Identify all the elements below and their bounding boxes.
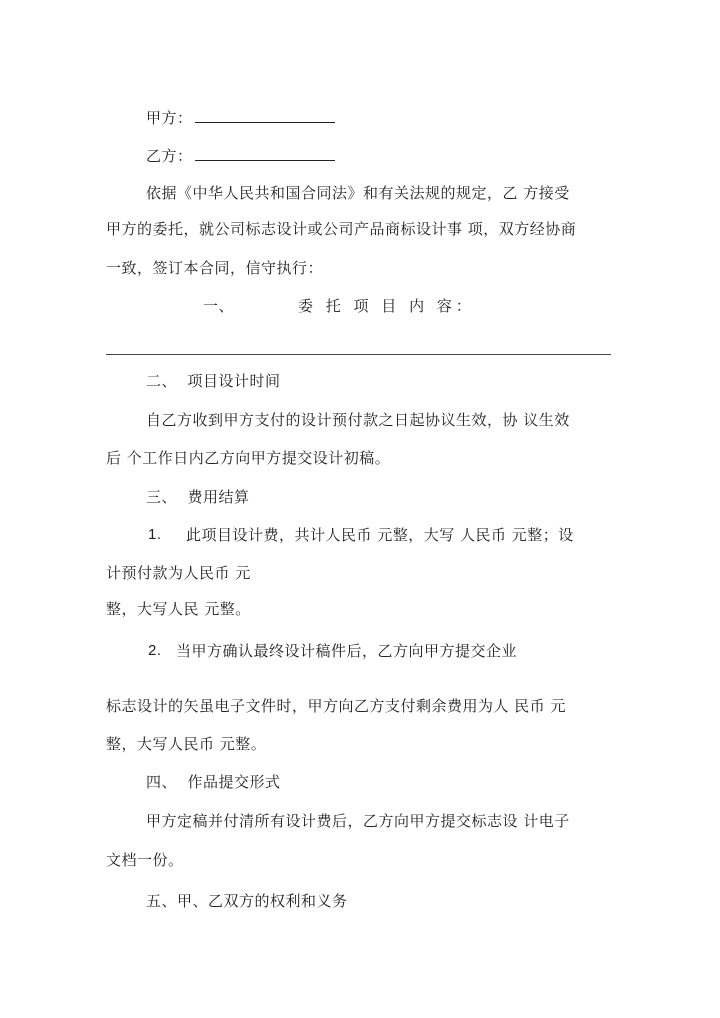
party-b-label: 乙方： (146, 147, 193, 165)
section-2-line-2: 后 个工作日内乙方向甲方提交设计初稿。 (106, 449, 391, 467)
intro-line-3: 一致，签订本合同，信守执行： (106, 259, 324, 277)
item-1-line-2: 计预付款为人民币 元 (106, 564, 251, 582)
item-2-line-3: 整，大写人民币 元整。 (106, 735, 267, 753)
section-divider (106, 354, 611, 355)
party-a-blank (195, 108, 335, 123)
section-4-heading: 四、 作品提交形式 (146, 773, 281, 791)
item-1-line-1: 此项目设计费，共计人民币 元整，大写 人民币 元整；设 (186, 526, 574, 544)
party-b-line (146, 145, 335, 167)
item-2-number: 2. (148, 642, 162, 659)
section-3-heading: 三、 费用结算 (146, 488, 250, 506)
section-2-line-1: 自乙方收到甲方支付的设计预付款之日起协议生效，协 议生效 (146, 411, 570, 429)
party-b-blank (195, 146, 335, 161)
section-2-heading: 二、 项目设计时间 (146, 372, 281, 390)
intro-line-1: 依据《中华人民共和国合同法》和有关法规的规定，乙 方接受 (146, 184, 570, 202)
party-a-line (146, 107, 335, 129)
section-4-line-1: 甲方定稿并付清所有设计费后，乙方向甲方提交标志设 计电子 (146, 812, 570, 830)
section-5-heading: 五、甲、乙双方的权利和义务 (146, 892, 348, 910)
item-1-number: 1. (148, 526, 162, 543)
item-1-line-3: 整，大写人民 元整。 (106, 600, 251, 618)
section-1-number: 一、 (203, 297, 235, 315)
intro-line-2: 甲方的委托，就公司标志设计或公司产品商标设计事 项，双方经协商 (106, 220, 577, 238)
section-4-line-2: 文档一份。 (106, 851, 184, 869)
item-2-line-2: 标志设计的矢虽电子文件时，甲方向乙方支付剩余费用为人 民币 元 (106, 697, 567, 715)
item-2-line-1: 当甲方确认最终设计稿件后，乙方向甲方提交企业 (176, 642, 518, 660)
party-a-label: 甲方： (146, 109, 193, 127)
section-1-title: 委 托 项 目 内 容： (298, 297, 475, 315)
